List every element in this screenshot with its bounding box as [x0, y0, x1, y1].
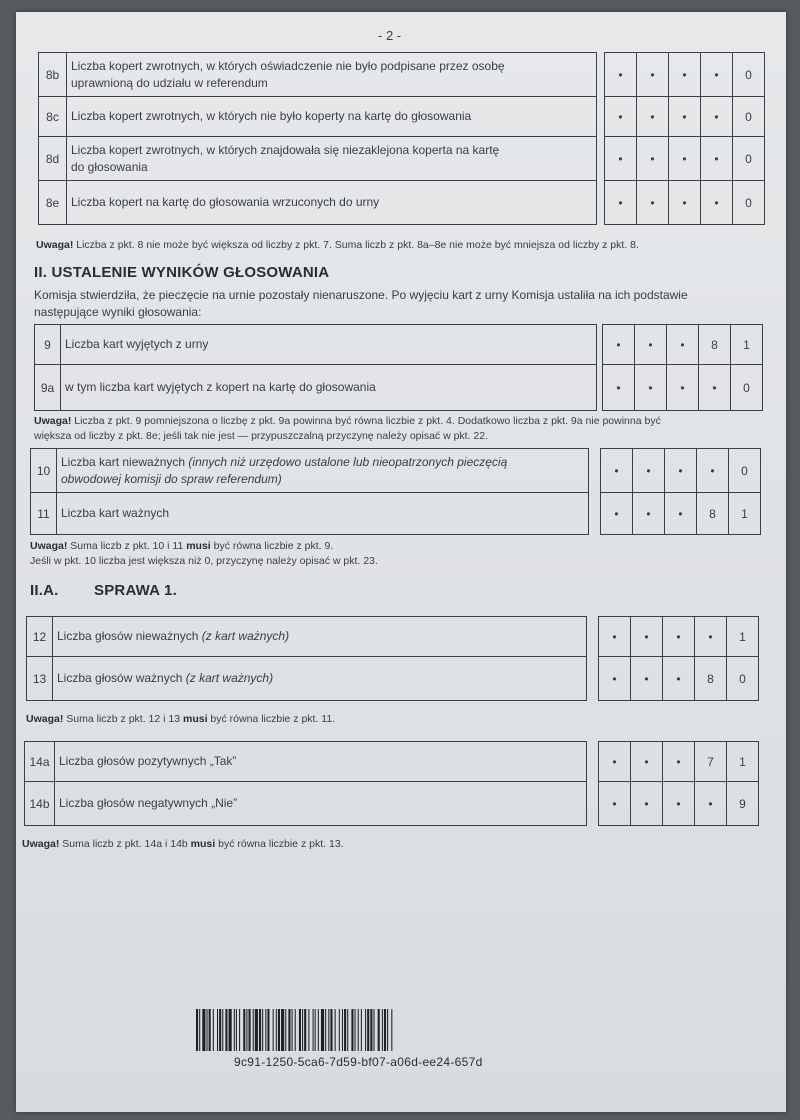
digit-cell: 0 — [729, 449, 761, 493]
barcode-bar — [365, 1009, 366, 1051]
table-row — [39, 97, 765, 137]
barcode-bar — [213, 1009, 214, 1051]
digit-cell: • — [669, 97, 701, 137]
digit-cell: 1 — [729, 493, 761, 535]
row-number: 9a — [35, 365, 61, 411]
row-number: 10 — [31, 449, 57, 493]
barcode-bar — [328, 1009, 329, 1051]
barcode-bar — [209, 1009, 211, 1051]
barcode-bar — [315, 1009, 316, 1051]
barcode-bar — [373, 1009, 374, 1051]
table-answers — [24, 741, 759, 826]
digit-cell: 0 — [733, 181, 765, 225]
digit-cell: 9 — [727, 782, 759, 826]
table-row — [25, 742, 759, 782]
barcode-bar — [302, 1009, 303, 1051]
digit-cell: • — [665, 449, 697, 493]
row-label: Liczba kopert zwrotnych, w których oświadczenie nie było podpisane przez osobę uprawnioną do udziału w referendum — [67, 53, 597, 97]
barcode-bar — [259, 1009, 261, 1051]
table-cards-from-urn — [34, 324, 763, 411]
row-label: Liczba głosów ważnych (z kart ważnych) — [53, 657, 587, 701]
page-number: - 2 - — [378, 28, 402, 43]
digit-cell: • — [599, 782, 631, 826]
barcode-bar — [321, 1009, 324, 1051]
barcode-code: 9c91-1250-5ca6-7d59-bf07-a06d-ee24-657d — [234, 1055, 483, 1069]
warning-note: Uwaga! Suma liczb z pkt. 10 i 11 musi być równa liczbie z pkt. 9. Jeśli w pkt. 10 liczba jest większa niż 0, przyczynę należy opisać w pkt. 23. — [30, 540, 378, 567]
digit-cell: • — [603, 325, 635, 365]
digit-cell: • — [701, 53, 733, 97]
barcode-bar — [273, 1009, 274, 1051]
digit-cell: • — [637, 181, 669, 225]
section-intro: Komisja stwierdziła, że pieczęcie na urnie pozostały nienaruszone. Po wyjęciu kart z urny Komisja ustaliła na ich podstawie następujące wyniki głosowania: — [34, 288, 688, 319]
barcode-bar — [335, 1009, 336, 1051]
table-row — [39, 53, 765, 97]
barcode-bar — [249, 1009, 251, 1051]
row-number: 11 — [31, 493, 57, 535]
digit-cell: • — [669, 53, 701, 97]
section-title: II. USTALENIE WYNIKÓW GŁOSOWANIA — [34, 264, 330, 281]
barcode-bar — [243, 1009, 245, 1051]
barcode-bar — [384, 1009, 386, 1051]
digit-cell: • — [695, 782, 727, 826]
barcode-bar — [219, 1009, 221, 1051]
digit-cell: 1 — [727, 742, 759, 782]
digit-cell: • — [601, 449, 633, 493]
digit-cell: 8 — [695, 657, 727, 701]
digit-cell: • — [701, 181, 733, 225]
barcode-bar — [239, 1009, 240, 1051]
barcode-bar — [202, 1009, 205, 1051]
row-label: Liczba głosów pozytywnych „Tak” — [55, 742, 587, 782]
digit-cell: • — [605, 97, 637, 137]
table-row — [35, 365, 763, 411]
table-row — [27, 657, 759, 701]
row-label: Liczba kart ważnych — [57, 493, 589, 535]
barcode-bar — [358, 1009, 359, 1051]
digit-cell: • — [599, 617, 631, 657]
digit-cell: • — [637, 53, 669, 97]
digit-cell: • — [603, 365, 635, 411]
row-number: 8d — [39, 137, 67, 181]
digit-cell: • — [663, 742, 695, 782]
barcode-bar — [236, 1009, 237, 1051]
digit-cell: 1 — [731, 325, 763, 365]
table-row — [39, 181, 765, 225]
table-row — [27, 617, 759, 657]
digit-cell: 1 — [727, 617, 759, 657]
barcode-bar — [299, 1009, 301, 1051]
barcode-bar — [265, 1009, 266, 1051]
barcode-bar — [304, 1009, 306, 1051]
warning-note: Uwaga! Liczba z pkt. 8 nie może być większa od liczby z pkt. 7. Suma liczb z pkt. 8a–8e nie może być mniejsza od liczby z pkt. 8. — [36, 239, 639, 251]
digit-cell: • — [663, 657, 695, 701]
table-row — [35, 325, 763, 365]
row-label: w tym liczba kart wyjętych z kopert na kartę do głosowania — [61, 365, 597, 411]
barcode-bar — [313, 1009, 314, 1051]
barcode-bar — [330, 1009, 332, 1051]
row-label: Liczba kopert zwrotnych, w których nie było koperty na kartę do głosowania — [67, 97, 597, 137]
row-label: Liczba kart nieważnych (innych niż urzędowo ustalone lub nieopatrzonych pieczęcią obwodowej komisji do spraw referendum) — [57, 449, 589, 493]
row-label: Liczba kopert na kartę do głosowania wrzuconych do urny — [67, 181, 597, 225]
digit-cell: • — [669, 181, 701, 225]
digit-cell: • — [665, 493, 697, 535]
barcode-bar — [278, 1009, 280, 1051]
digit-cell: • — [633, 449, 665, 493]
barcode-bar — [382, 1009, 383, 1051]
barcode-bar — [222, 1009, 223, 1051]
warning-note: Uwaga! Liczba z pkt. 9 pomniejszona o liczbę z pkt. 9a powinna być równa liczbie z pkt. 4. Dodatkowo liczba z pkt. 9a nie powinna być większa od liczby z pkt. 8e; jeśli tak nie jest — przypuszczalną przyczynę należy opisać w pkt. 22. — [34, 415, 661, 442]
row-number: 9 — [35, 325, 61, 365]
barcode-bar — [253, 1009, 254, 1051]
digit-cell: • — [669, 137, 701, 181]
digit-cell: • — [601, 493, 633, 535]
digit-cell: • — [701, 97, 733, 137]
digit-cell: • — [695, 617, 727, 657]
digit-cell: • — [605, 181, 637, 225]
barcode-bar — [262, 1009, 263, 1051]
digit-cell: • — [663, 782, 695, 826]
subsection-number: II.A. — [30, 582, 59, 599]
row-number: 12 — [27, 617, 53, 657]
digit-cell: • — [635, 325, 667, 365]
table-row — [31, 449, 761, 493]
barcode-bar — [292, 1009, 293, 1051]
barcode-bar — [308, 1009, 309, 1051]
digit-cell: • — [631, 782, 663, 826]
warning-note: Uwaga! Suma liczb z pkt. 14a i 14b musi być równa liczbie z pkt. 13. — [22, 838, 344, 850]
digit-cell: • — [599, 657, 631, 701]
digit-cell: • — [599, 742, 631, 782]
barcode-bar — [387, 1009, 388, 1051]
digit-cell: • — [699, 365, 731, 411]
barcode-bar — [391, 1009, 392, 1051]
barcode-bar — [295, 1009, 296, 1051]
barcode-bar — [339, 1009, 340, 1051]
barcode-bar — [351, 1009, 353, 1051]
digit-cell: • — [701, 137, 733, 181]
digit-cell: • — [637, 97, 669, 137]
barcode-bar — [267, 1009, 269, 1051]
digit-cell: 0 — [733, 53, 765, 97]
barcode-bar — [234, 1009, 235, 1051]
barcode-bar — [318, 1009, 319, 1051]
digit-cell: • — [631, 742, 663, 782]
table-invalid-envelopes — [38, 52, 765, 225]
digit-cell: • — [633, 493, 665, 535]
barcode-bar — [361, 1009, 362, 1051]
subsection-title: SPRAWA 1. — [94, 582, 177, 599]
barcode-bar — [199, 1009, 200, 1051]
warning-note: Uwaga! Suma liczb z pkt. 12 i 13 musi być równa liczbie z pkt. 11. — [26, 713, 336, 725]
digit-cell: • — [697, 449, 729, 493]
digit-cell: • — [667, 365, 699, 411]
digit-cell: • — [635, 365, 667, 411]
barcode-bar — [207, 1009, 208, 1051]
barcode-bar — [288, 1009, 290, 1051]
row-number: 13 — [27, 657, 53, 701]
barcode-bar — [217, 1009, 218, 1051]
row-number: 8e — [39, 181, 67, 225]
barcode-bar — [344, 1009, 346, 1051]
digit-cell: • — [605, 137, 637, 181]
table-card-validity — [30, 448, 761, 535]
digit-cell: 0 — [727, 657, 759, 701]
digit-cell: 8 — [697, 493, 729, 535]
barcode-bar — [325, 1009, 326, 1051]
table-row — [31, 493, 761, 535]
barcode-bar — [370, 1009, 372, 1051]
row-label: Liczba głosów nieważnych (z kart ważnych) — [53, 617, 587, 657]
digit-cell: 7 — [695, 742, 727, 782]
digit-cell: • — [667, 325, 699, 365]
digit-cell: 0 — [733, 137, 765, 181]
barcode-bar — [255, 1009, 258, 1051]
barcode — [196, 1009, 548, 1051]
barcode-bar — [367, 1009, 369, 1051]
row-number: 14b — [25, 782, 55, 826]
barcode-bar — [355, 1009, 356, 1051]
barcode-bar — [196, 1009, 198, 1051]
digit-cell: • — [631, 657, 663, 701]
row-label: Liczba kopert zwrotnych, w których znajdowała się niezaklejona koperta na kartę do głosowania — [67, 137, 597, 181]
row-label: Liczba głosów negatywnych „Nie” — [55, 782, 587, 826]
row-number: 14a — [25, 742, 55, 782]
barcode-bar — [281, 1009, 284, 1051]
table-row — [39, 137, 765, 181]
digit-cell: • — [637, 137, 669, 181]
barcode-bar — [285, 1009, 286, 1051]
digit-cell: 0 — [731, 365, 763, 411]
barcode-bar — [342, 1009, 343, 1051]
digit-cell: • — [663, 617, 695, 657]
barcode-bar — [378, 1009, 380, 1051]
barcode-bar — [225, 1009, 227, 1051]
barcode-bar — [347, 1009, 348, 1051]
barcode-bar — [246, 1009, 247, 1051]
digit-cell: • — [605, 53, 637, 97]
barcode-bar — [229, 1009, 232, 1051]
barcode-bar — [276, 1009, 277, 1051]
row-number: 8c — [39, 97, 67, 137]
table-votes-validity — [26, 616, 759, 701]
digit-cell: 0 — [733, 97, 765, 137]
digit-cell: 8 — [699, 325, 731, 365]
table-row — [25, 782, 759, 826]
row-label: Liczba kart wyjętych z urny — [61, 325, 597, 365]
digit-cell: • — [631, 617, 663, 657]
row-number: 8b — [39, 53, 67, 97]
